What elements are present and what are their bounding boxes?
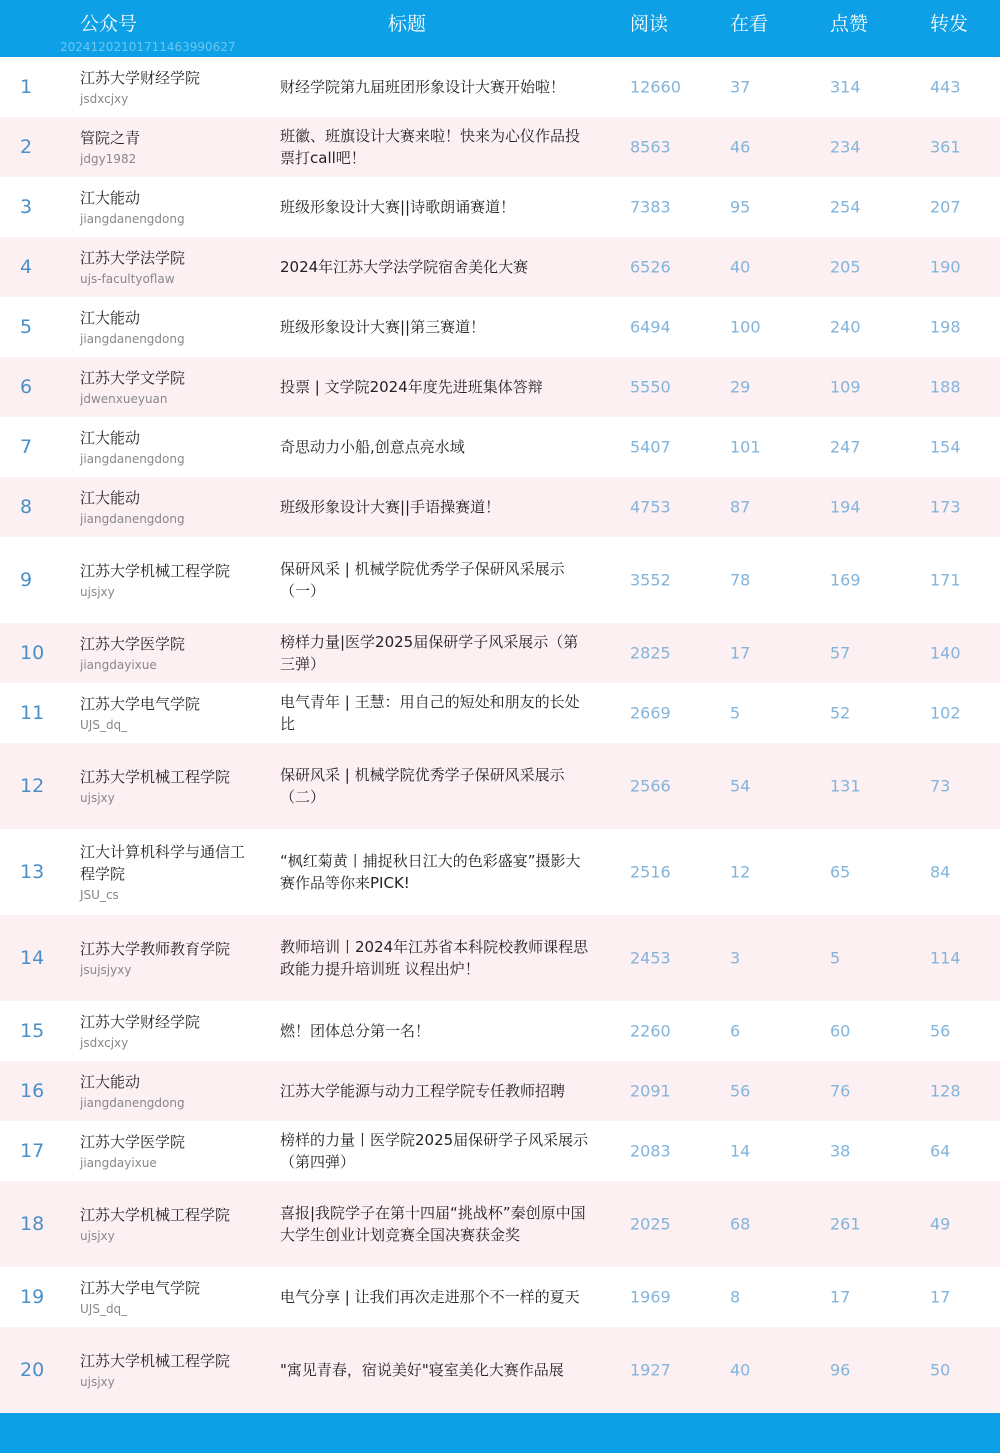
read-count: 2669 [630,703,671,723]
share-count: 50 [930,1360,951,1380]
watch-count: 17 [730,643,751,663]
table-row [0,623,1000,683]
rank-number: 6 [20,376,33,398]
watch-count: 87 [730,497,751,517]
account-name[interactable]: 江苏大学文学院 [80,369,186,387]
watch-count: 54 [730,776,751,796]
like-count: 169 [830,570,861,590]
account-name[interactable]: 江苏大学法学院 [80,249,186,267]
watch-count: 56 [730,1081,751,1101]
header-id: 20241202101711463990627 [60,40,236,54]
watch-count: 95 [730,197,751,217]
read-count: 6526 [630,257,671,277]
watch-count: 12 [730,862,751,882]
article-title-link[interactable]: 班级形象设计大赛||手语操赛道！ [280,498,501,516]
table-row [0,683,1000,743]
rank-number: 3 [20,196,33,218]
article-title-link[interactable]: 投票 | 文学院2024年度先进班集体答辩 [280,378,543,396]
article-title-link[interactable]: 喜报|我院学子在第十四届“挑战杯”秦创原中国大学生创业计划竞赛全国决赛获金奖 [280,1204,586,1244]
table-row [0,1181,1000,1267]
table-row [0,1061,1000,1121]
article-title-link[interactable]: 江苏大学能源与动力工程学院专任教师招聘 [280,1082,566,1100]
like-count: 5 [830,948,841,968]
watch-count: 78 [730,570,751,590]
header-account: 公众号 [80,13,138,35]
account-cell [80,1131,255,1171]
account-cell [80,841,255,903]
share-count: 84 [930,862,951,882]
watch-count: 5 [730,703,741,723]
share-count: 173 [930,497,961,517]
like-count: 17 [830,1287,851,1307]
like-count: 60 [830,1021,851,1041]
table-row [0,1001,1000,1061]
article-title-link[interactable]: 榜样力量|医学2025届保研学子风采展示（第三弹） [280,633,579,673]
rank-number: 2 [20,136,33,158]
account-cell [80,367,255,407]
like-count: 76 [830,1081,851,1101]
article-title-link[interactable]: 班徽、班旗设计大赛来啦！快来为心仪作品投票打call吧！ [280,127,581,167]
share-count: 64 [930,1141,951,1161]
account-cell [80,427,255,467]
header-read: 阅读 [630,13,669,35]
rank-number: 5 [20,316,33,338]
article-title-link[interactable]: 电气分享 | 让我们再次走进那个不一样的夏天 [280,1288,580,1306]
share-count: 171 [930,570,961,590]
account-cell [80,487,255,527]
read-count: 8563 [630,137,671,157]
account-name[interactable]: 江苏大学电气学院 [80,1279,201,1297]
account-id: jiangdayixue [80,658,157,672]
article-title-link[interactable]: 燃！团体总分第一名！ [280,1022,431,1040]
article-title-link[interactable]: 奇思动力小船,创意点亮水域 [280,438,465,456]
like-count: 261 [830,1214,861,1234]
share-count: 140 [930,643,961,663]
article-title-link[interactable]: 财经学院第九届班团形象设计大赛开始啦！ [280,78,566,96]
header-like: 点赞 [830,13,869,35]
account-cell [80,1350,255,1390]
rank-number: 4 [20,256,33,278]
account-name[interactable]: 江苏大学医学院 [80,635,186,653]
read-count: 5407 [630,437,671,457]
account-id: ujsjxy [80,1229,115,1243]
header-title: 标题 [388,13,427,35]
read-count: 2025 [630,1214,671,1234]
table-row [0,417,1000,477]
account-cell [80,1204,255,1244]
rank-number: 16 [20,1080,45,1102]
read-count: 5550 [630,377,671,397]
watch-count: 40 [730,257,751,277]
read-count: 2825 [630,643,671,663]
rank-number: 15 [20,1020,45,1042]
rank-number: 7 [20,436,33,458]
account-id: jdwenxueyuan [80,392,168,406]
like-count: 52 [830,703,851,723]
rank-number: 10 [20,642,45,664]
read-count: 2453 [630,948,671,968]
rank-number: 17 [20,1140,45,1162]
account-name[interactable]: 江苏大学医学院 [80,1133,186,1151]
rank-number: 20 [20,1359,45,1381]
account-cell [80,1011,255,1051]
watch-count: 68 [730,1214,751,1234]
account-name[interactable]: 江大能动 [80,189,141,207]
share-count: 114 [930,948,961,968]
article-title-link[interactable]: 2024年江苏大学法学院宿舍美化大赛 [280,258,529,276]
account-id: jsujsjyxy [80,963,132,977]
share-count: 102 [930,703,961,723]
account-cell [80,938,255,978]
watch-count: 6 [730,1021,741,1041]
share-count: 443 [930,77,961,97]
account-cell [80,1071,255,1111]
share-count: 73 [930,776,951,796]
read-count: 7383 [630,197,671,217]
account-id: UJS_dq_ [80,1302,128,1316]
watch-count: 37 [730,77,751,97]
footer-bar [0,1413,1000,1453]
account-id: ujsjxy [80,1375,115,1389]
table-row [0,829,1000,915]
share-count: 49 [930,1214,951,1234]
account-id: ujsjxy [80,585,115,599]
like-count: 314 [830,77,861,97]
rank-number: 18 [20,1213,45,1235]
table-row [0,743,1000,829]
share-count: 188 [930,377,961,397]
account-id: jdgy1982 [80,152,137,166]
read-count: 2516 [630,862,671,882]
table-row [0,1327,1000,1413]
watch-count: 100 [730,317,761,337]
article-title-link[interactable]: 榜样的力量丨医学院2025届保研学子风采展示（第四弹） [280,1131,589,1171]
account-cell [80,127,255,167]
rank-number: 8 [20,496,33,518]
account-id: jiangdanengdong [80,452,185,466]
read-count: 2083 [630,1141,671,1161]
article-title-link[interactable]: 班级形象设计大赛||第三赛道！ [280,318,486,336]
account-name[interactable]: 江苏大学电气学院 [80,695,201,713]
share-count: 17 [930,1287,951,1307]
read-count: 4753 [630,497,671,517]
account-name[interactable]: 江苏大学财经学院 [80,1013,201,1031]
like-count: 234 [830,137,861,157]
table-row [0,537,1000,623]
table-row [0,1121,1000,1181]
article-title-link[interactable]: 班级形象设计大赛||诗歌朗诵赛道！ [280,198,516,216]
read-count: 2566 [630,776,671,796]
share-count: 207 [930,197,961,217]
table-row [0,57,1000,117]
account-name[interactable]: 管院之青 [80,129,141,147]
watch-count: 40 [730,1360,751,1380]
account-name[interactable]: 江苏大学机械工程学院 [80,1206,231,1224]
share-count: 198 [930,317,961,337]
like-count: 38 [830,1141,851,1161]
account-id: jiangdanengdong [80,212,185,226]
article-title-link[interactable]: 保研风采 | 机械学院优秀学子保研风采展示（二） [280,766,565,806]
account-cell [80,67,255,107]
rank-number: 11 [20,702,45,724]
like-count: 57 [830,643,851,663]
account-name[interactable]: 江苏大学机械工程学院 [80,1352,231,1370]
account-name[interactable]: 江大能动 [80,429,141,447]
account-cell [80,307,255,347]
read-count: 3552 [630,570,671,590]
like-count: 254 [830,197,861,217]
table-row [0,915,1000,1001]
table-row [0,297,1000,357]
header-watch: 在看 [730,13,769,35]
account-id: jiangdanengdong [80,332,185,346]
article-title-link[interactable]: 保研风采 | 机械学院优秀学子保研风采展示（一） [280,560,565,600]
watch-count: 3 [730,948,741,968]
rank-number: 13 [20,861,45,883]
watch-count: 46 [730,137,751,157]
account-id: jiangdanengdong [80,1096,185,1110]
read-count: 2091 [630,1081,671,1101]
read-count: 1969 [630,1287,671,1307]
account-id: jsdxcjxy [80,1036,129,1050]
account-cell [80,247,255,287]
account-name[interactable]: 江大能动 [80,1073,141,1091]
like-count: 65 [830,862,851,882]
share-count: 56 [930,1021,951,1041]
account-id: jiangdanengdong [80,512,185,526]
like-count: 109 [830,377,861,397]
watch-count: 14 [730,1141,751,1161]
account-name[interactable]: 江苏大学机械工程学院 [80,562,231,580]
read-count: 6494 [630,317,671,337]
ranking-table [0,57,1000,1413]
account-id: jsdxcjxy [80,92,129,106]
table-row [0,177,1000,237]
read-count: 2260 [630,1021,671,1041]
account-cell [80,693,255,733]
like-count: 247 [830,437,861,457]
like-count: 194 [830,497,861,517]
account-name[interactable]: 江大计算机科学与通信工程学院 [80,843,246,883]
table-row [0,477,1000,537]
watch-count: 101 [730,437,761,457]
rank-number: 14 [20,947,45,969]
like-count: 205 [830,257,861,277]
rank-number: 9 [20,569,33,591]
like-count: 96 [830,1360,851,1380]
account-name[interactable]: 江苏大学财经学院 [80,69,201,87]
account-name[interactable]: 江大能动 [80,309,141,327]
account-id: UJS_dq_ [80,718,128,732]
table-header [0,0,1000,57]
share-count: 128 [930,1081,961,1101]
account-cell [80,766,255,806]
article-title-link[interactable]: 电气青年 | 王慧：用自己的短处和朋友的长处比 [280,693,580,733]
rank-number: 12 [20,775,45,797]
account-id: ujs-facultyoflaw [80,272,175,286]
account-name[interactable]: 江苏大学机械工程学院 [80,768,231,786]
article-title-link[interactable]: "寓见青春，宿说美好"寝室美化大赛作品展 [280,1361,564,1379]
account-id: JSU_cs [80,888,119,902]
share-count: 154 [930,437,961,457]
table-row [0,237,1000,297]
article-title-link[interactable]: “枫红菊黄丨捕捉秋日江大的色彩盛宴”摄影大赛作品等你来PICK! [280,852,581,892]
like-count: 240 [830,317,861,337]
account-name[interactable]: 江大能动 [80,489,141,507]
account-id: jiangdayixue [80,1156,157,1170]
read-count: 12660 [630,77,681,97]
table-row [0,117,1000,177]
share-count: 190 [930,257,961,277]
account-id: ujsjxy [80,791,115,805]
share-count: 361 [930,137,961,157]
account-cell [80,187,255,227]
account-cell [80,1277,255,1317]
watch-count: 29 [730,377,751,397]
read-count: 1927 [630,1360,671,1380]
account-cell [80,633,255,673]
rank-number: 1 [20,76,33,98]
table-row [0,357,1000,417]
account-name[interactable]: 江苏大学教师教育学院 [80,940,231,958]
rank-number: 19 [20,1286,45,1308]
account-cell [80,560,255,600]
header-share: 转发 [930,13,969,35]
like-count: 131 [830,776,861,796]
table-row [0,1267,1000,1327]
article-title-link[interactable]: 教师培训丨2024年江苏省本科院校教师课程思政能力提升培训班 议程出炉！ [280,938,589,978]
watch-count: 8 [730,1287,741,1307]
